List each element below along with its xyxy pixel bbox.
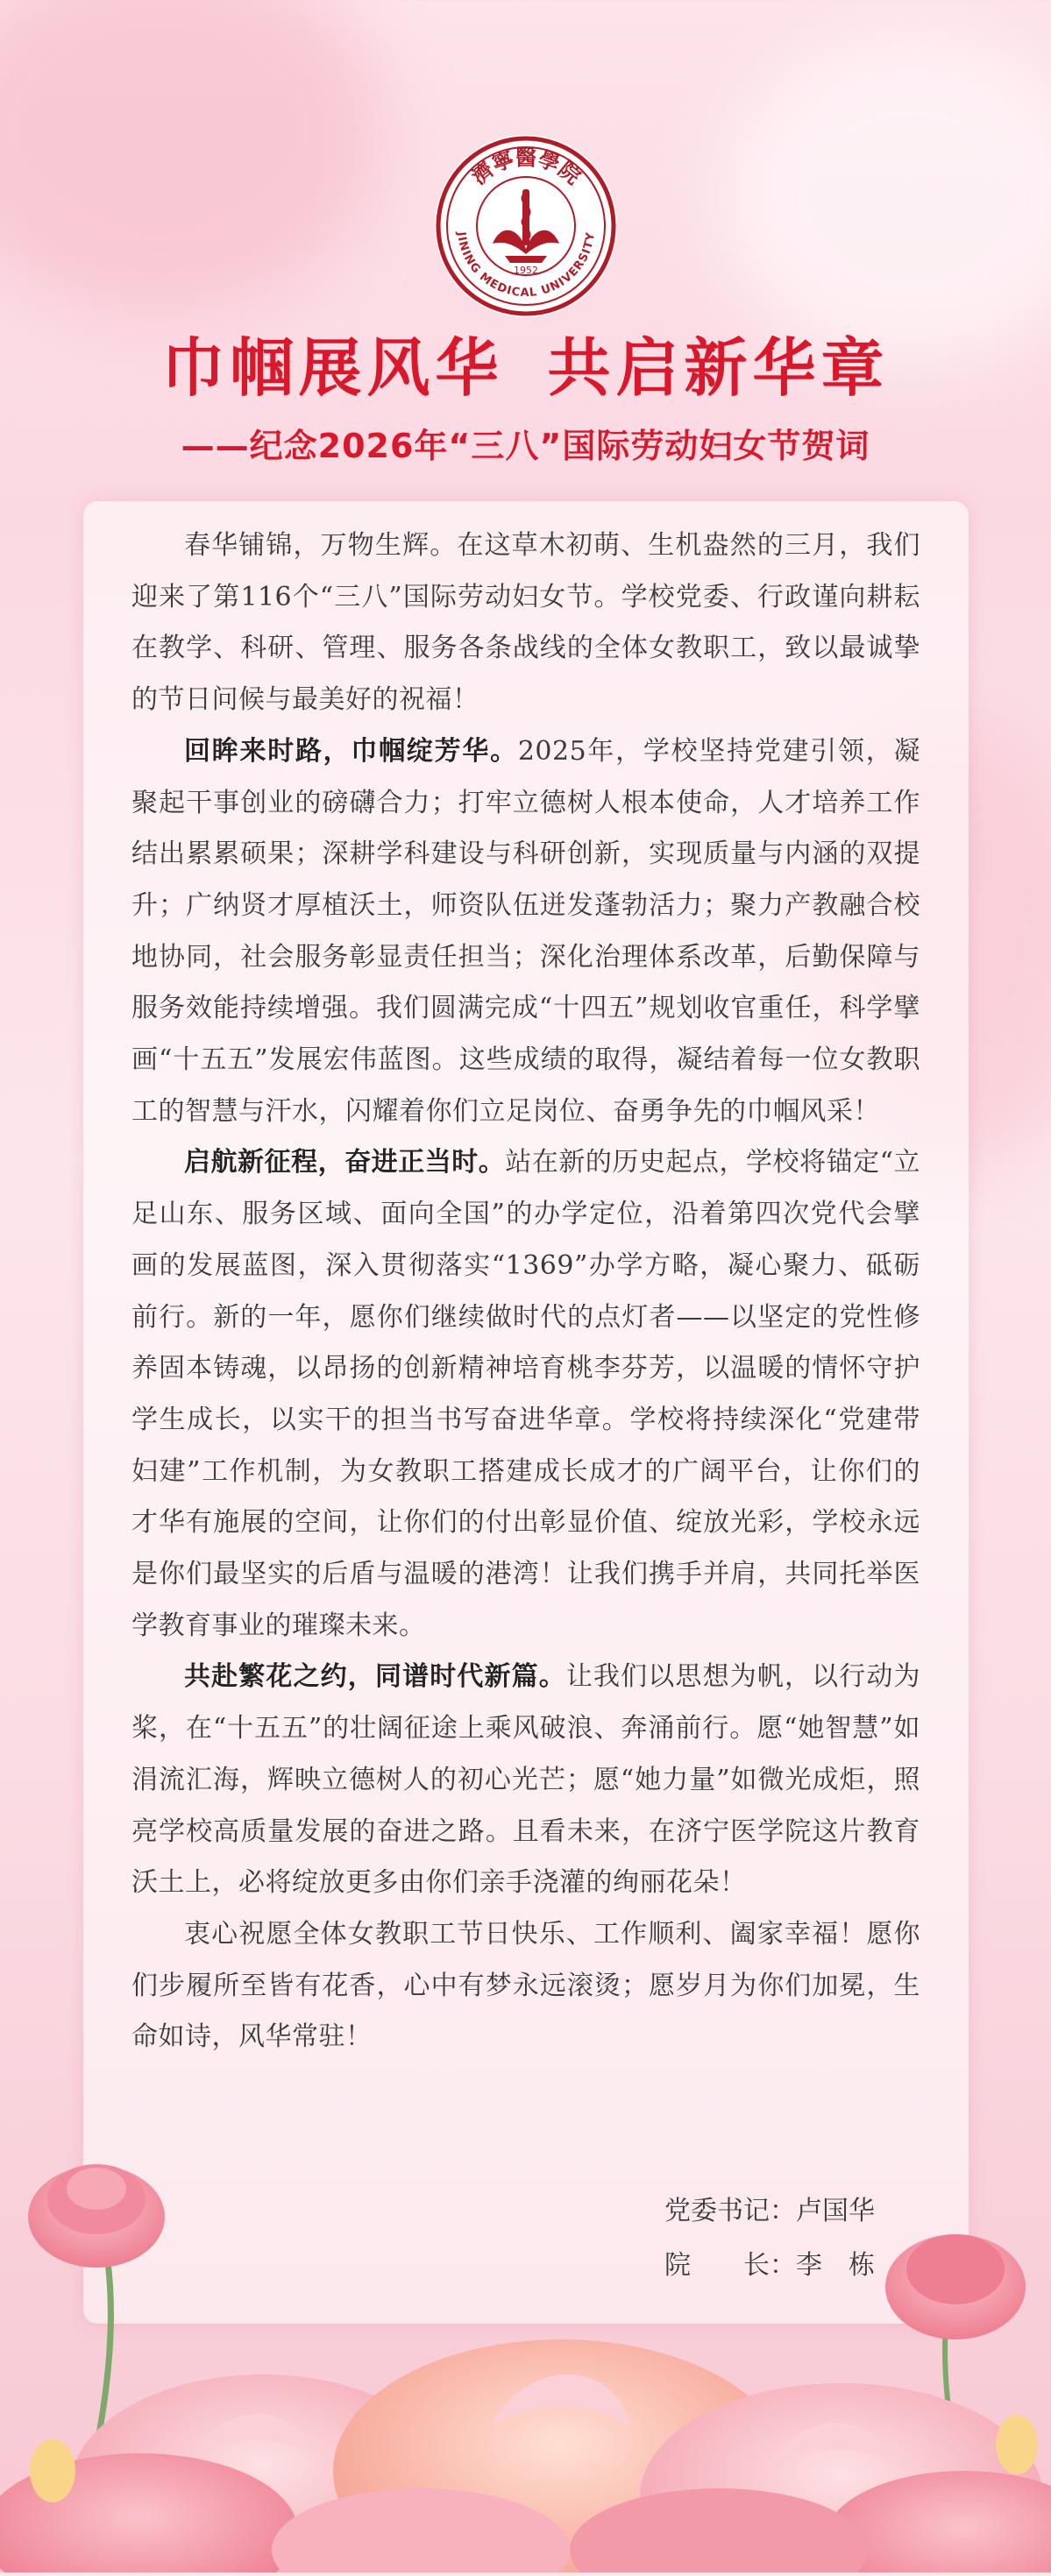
paragraph	[131, 1137, 920, 1652]
logo-seal-icon	[431, 131, 621, 321]
paragraph-text: 2025年，学校坚持党建引领，凝聚起干事创业的磅礴合力；打牢立德树人根本使命，人才培养工作结出累累硕果；深耕学科建设与科研创新，实现质量与内涵的双提升；广纳贤才厚植沃土，师资队伍迸发蓬勃活力；聚力产教融合校地协同，社会服务彰显责任担当；深化治理体系改革，后勤保障与服务效能持续增强。我们圆满完成“十四五”规划收官重任，科学擘画“十五五”发展宏伟蓝图。这些成绩的取得，凝结着每一位女教职工的智慧与汗水，闪耀着你们立足岗位、奋勇争先的巾帼风采！	[131, 735, 920, 1127]
signature-role: 党委书记：	[664, 2196, 796, 2226]
paragraph-text: 站在新的历史起点，学校将锚定“立足山东、服务区域、面向全国”的办学定位，沿着第四次党代会擘画的发展蓝图，深入贯彻落实“1369”办学方略，凝心聚力、砥砺前行。新的一年，愿你们继续做时代的点灯者——以坚定的党性修养固本铸魂，以昂扬的创新精神培育桃李芬芳，以温暖的情怀守护学生成长，以实干的担当书写奋进华章。学校将持续深化“党建带妇建”工作机制，为女教职工搭建成长成才的广阔平台，让你们的才华有施展的空间，让你们的付出彰显价值、绽放光彩，学校永远是你们最坚实的后盾与温暖的港湾！让我们携手并肩，共同托举医学教育事业的璀璨未来。	[131, 1147, 920, 1641]
paragraph	[131, 520, 920, 726]
signature-name: 卢国华	[796, 2196, 875, 2226]
paragraph-text: 衷心祝愿全体女教职工节日快乐、工作顺利、阖家幸福！愿你们步履所至皆有花香，心中有梦永远滚烫；愿岁月为你们加冕，生命如诗，风华常驻！	[131, 1918, 920, 2053]
paragraph	[131, 1909, 920, 2063]
logo-name-en: JINING MEDICAL UNIVERSITY	[454, 230, 598, 301]
page-title	[0, 317, 1051, 408]
page-subtitle: ——纪念2026年“三八”国际劳动妇女节贺词	[181, 427, 870, 465]
title-part-1: 巾帼展风华	[161, 331, 504, 405]
paragraph-lead: 回眸来时路，巾帼绽芳华。	[184, 735, 518, 767]
carnation-decoration	[0, 2138, 1051, 2572]
logo-name-cn: 濟寧醫學院	[465, 145, 586, 190]
signature-role: 院 长：	[664, 2250, 796, 2281]
paragraph	[131, 1652, 920, 1909]
flower-bouquet-icon	[0, 2138, 1051, 2572]
paragraph-text: 让我们以思想为帆，以行动为桨，在“十五五”的壮阔征途上乘风破浪、奔涌前行。愿“她智慧”如涓流汇海，辉映立德树人的初心光芒；愿“她力量”如微光成炬，照亮学校高质量发展的奋进之路。且看未来，在济宁医学院这片教育沃土上，必将绽放更多由你们亲手浇灌的绚丽花朵！	[131, 1661, 921, 1899]
paragraph-lead: 启航新征程，奋进正当时。	[184, 1147, 506, 1178]
background-glow	[0, 0, 386, 315]
letter-body	[131, 520, 920, 2063]
university-logo	[431, 131, 621, 321]
paragraph-lead: 共赴繁花之约，同谱时代新篇。	[184, 1661, 566, 1693]
paragraph	[131, 726, 920, 1138]
title-part-2: 共启新华章	[547, 331, 890, 405]
paragraph-text: 春华铺锦，万物生辉。在这草木初萌、生机盎然的三月，我们迎来了第116个“三八”国际劳动妇女节。学校党委、行政谨向耕耘在教学、科研、管理、服务各条战线的全体女教职工，致以最诚挚的节日问候与最美好的祝福！	[131, 530, 920, 716]
signature-name: 李 栋	[796, 2250, 875, 2281]
logo-year: 1952	[514, 265, 538, 276]
